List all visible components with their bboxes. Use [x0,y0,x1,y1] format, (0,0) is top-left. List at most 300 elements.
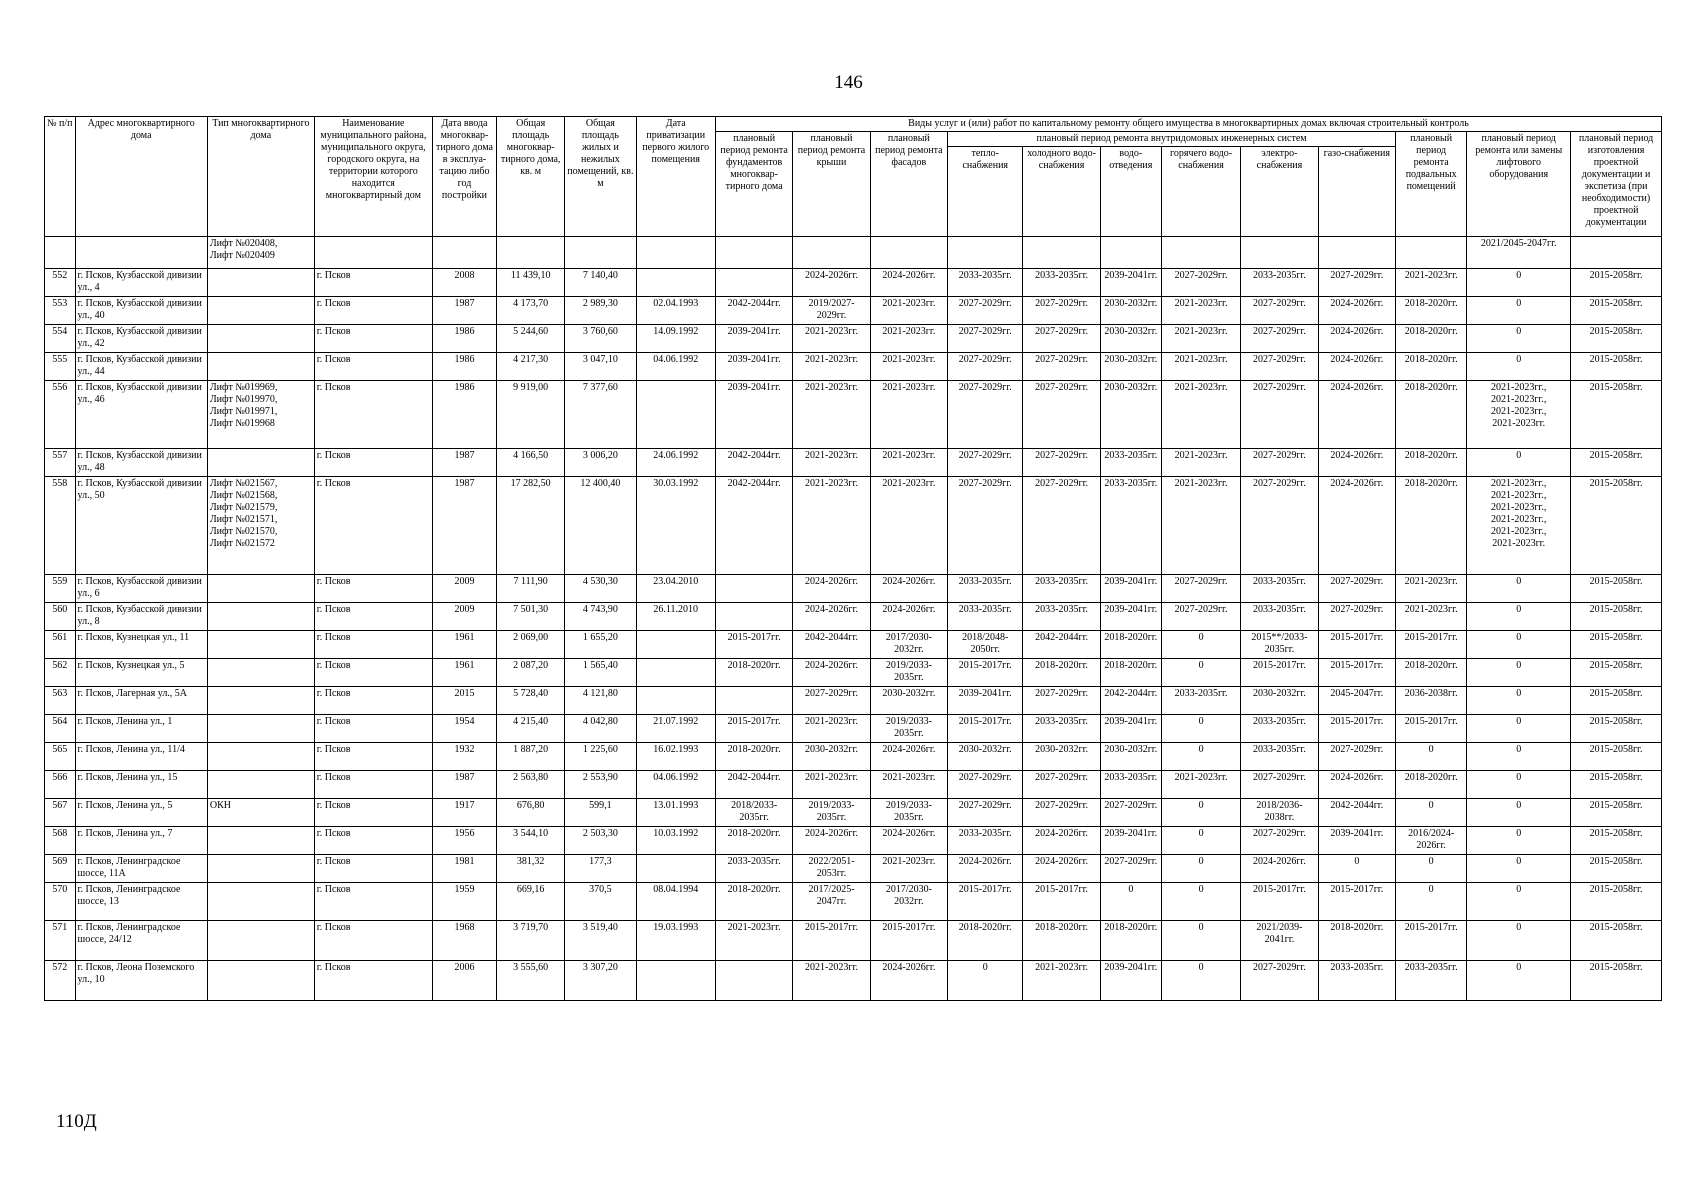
cell-heat: 2027-2029гг. [948,799,1023,827]
cell-design: 2015-2058гг. [1571,715,1662,743]
cell-basement: 2021-2023гг. [1396,269,1467,297]
cell-elevator: 0 [1467,353,1571,381]
cell-total: 17 282,50 [497,477,565,575]
cell-heat: 2039-2041гг. [948,687,1023,715]
cell-found: 2021-2023гг. [715,921,792,961]
cell-num: 557 [45,449,76,477]
cell-living: 3 006,20 [565,449,636,477]
cell-elec: 2015**/2033-2035гг. [1241,631,1318,659]
cell-heat: 2018/2048-2050гг. [948,631,1023,659]
header-total-area: Общая площадь многоквар-тирного дома, кв. м [497,117,565,237]
header-num: № п/п [45,117,76,237]
cell-total: 676,80 [497,799,565,827]
table-row [45,961,1662,1001]
cell-year: 2009 [432,603,496,631]
cell-heat [948,237,1023,269]
cell-sewage: 2027-2029гг. [1100,799,1161,827]
cell-priv: 24.06.1992 [636,449,715,477]
cell-living: 370,5 [565,883,636,921]
cell-gas [1318,237,1395,269]
cell-elevator: 0 [1467,743,1571,771]
cell-mun: г. Псков [314,771,432,799]
table-row [45,269,1662,297]
cell-hot: 0 [1161,631,1240,659]
cell-facade: 2024-2026гг. [870,603,947,631]
cell-facade: 2021-2023гг. [870,353,947,381]
cell-living: 4 743,90 [565,603,636,631]
cell-elec [1241,237,1318,269]
cell-elevator: 0 [1467,659,1571,687]
cell-total: 7 111,90 [497,575,565,603]
cell-address: г. Псков, Кузбасской дивизии ул., 4 [75,269,207,297]
cell-num: 570 [45,883,76,921]
cell-facade: 2021-2023гг. [870,381,947,449]
cell-num: 569 [45,855,76,883]
cell-gas: 2015-2017гг. [1318,631,1395,659]
cell-sewage: 2033-2035гг. [1100,449,1161,477]
cell-year: 1959 [432,883,496,921]
cell-roof: 2021-2023гг. [793,961,870,1001]
cell-facade: 2017/2030-2032гг. [870,631,947,659]
cell-roof: 2021-2023гг. [793,353,870,381]
cell-basement: 2033-2035гг. [1396,961,1467,1001]
cell-heat: 2015-2017гг. [948,659,1023,687]
cell-cold: 2027-2029гг. [1023,381,1100,449]
cell-mun: г. Псков [314,687,432,715]
cell-facade: 2024-2026гг. [870,961,947,1001]
cell-found [715,575,792,603]
cell-num: 555 [45,353,76,381]
cell-basement [1396,237,1467,269]
cell-design: 2015-2058гг. [1571,325,1662,353]
cell-found [715,687,792,715]
cell-living: 2 553,90 [565,771,636,799]
cell-roof [793,237,870,269]
header-electric: электро-снабжения [1241,147,1318,237]
header-type: Тип многоквартирного дома [207,117,314,237]
cell-mun: г. Псков [314,477,432,575]
cell-type [207,855,314,883]
cell-roof: 2021-2023гг. [793,449,870,477]
cell-elevator: 0 [1467,449,1571,477]
cell-num: 568 [45,827,76,855]
cell-heat: 2030-2032гг. [948,743,1023,771]
cell-design: 2015-2058гг. [1571,799,1662,827]
cell-basement: 2018-2020гг. [1396,659,1467,687]
cell-elec: 2015-2017гг. [1241,659,1318,687]
cell-mun: г. Псков [314,297,432,325]
cell-year: 2008 [432,269,496,297]
cell-hot: 2021-2023гг. [1161,381,1240,449]
table-row [45,381,1662,449]
cell-roof: 2021-2023гг. [793,381,870,449]
cell-mun: г. Псков [314,603,432,631]
cell-facade: 2021-2023гг. [870,449,947,477]
table-row [45,715,1662,743]
cell-type [207,603,314,631]
cell-found: 2042-2044гг. [715,449,792,477]
table-row [45,659,1662,687]
cell-living: 7 140,40 [565,269,636,297]
cell-found [715,269,792,297]
cell-gas: 2027-2029гг. [1318,269,1395,297]
cell-living: 3 519,40 [565,921,636,961]
cell-roof: 2027-2029гг. [793,687,870,715]
cell-address: г. Псков, Ленина ул., 15 [75,771,207,799]
cell-heat: 2018-2020гг. [948,921,1023,961]
cell-type [207,883,314,921]
cell-address: г. Псков, Кузбасской дивизии ул., 40 [75,297,207,325]
cell-mun: г. Псков [314,921,432,961]
cell-priv: 14.09.1992 [636,325,715,353]
cell-basement: 2018-2020гг. [1396,449,1467,477]
cell-year: 1981 [432,855,496,883]
cell-cold: 2030-2032гг. [1023,743,1100,771]
cell-total: 4 217,30 [497,353,565,381]
cell-mun: г. Псков [314,325,432,353]
cell-sewage: 2030-2032гг. [1100,353,1161,381]
cell-facade: 2019/2033-2035гг. [870,799,947,827]
cell-total: 4 215,40 [497,715,565,743]
cell-sewage: 2030-2032гг. [1100,381,1161,449]
cell-found: 2015-2017гг. [715,715,792,743]
cell-mun [314,237,432,269]
cell-roof: 2024-2026гг. [793,827,870,855]
cell-living: 12 400,40 [565,477,636,575]
header-design-docs: плановый период изготовления проектной документации и экспетиза (при необходимости) проектной документации [1571,132,1662,237]
cell-elec: 2024-2026гг. [1241,855,1318,883]
cell-sewage: 2039-2041гг. [1100,603,1161,631]
cell-num: 559 [45,575,76,603]
cell-roof: 2019/2033-2035гг. [793,799,870,827]
cell-design: 2015-2058гг. [1571,921,1662,961]
cell-design: 2015-2058гг. [1571,603,1662,631]
cell-roof: 2015-2017гг. [793,921,870,961]
cell-elec: 2027-2029гг. [1241,449,1318,477]
cell-address: г. Псков, Ленинградское шоссе, 13 [75,883,207,921]
cell-roof: 2017/2025-2047гг. [793,883,870,921]
cell-num: 553 [45,297,76,325]
table-row [45,827,1662,855]
cell-gas: 2024-2026гг. [1318,771,1395,799]
cell-sewage: 2018-2020гг. [1100,659,1161,687]
cell-num: 561 [45,631,76,659]
cell-num: 560 [45,603,76,631]
cell-elec: 2027-2029гг. [1241,297,1318,325]
table-row [45,771,1662,799]
cell-priv: 21.07.1992 [636,715,715,743]
cell-facade: 2019/2033-2035гг. [870,715,947,743]
cell-mun: г. Псков [314,743,432,771]
cell-gas: 2024-2026гг. [1318,297,1395,325]
cell-basement: 2021-2023гг. [1396,575,1467,603]
cell-hot: 0 [1161,715,1240,743]
cell-basement: 2036-2038гг. [1396,687,1467,715]
cell-hot: 0 [1161,855,1240,883]
table-row [45,603,1662,631]
cell-total: 11 439,10 [497,269,565,297]
cell-cold: 2027-2029гг. [1023,297,1100,325]
table-body [45,237,1662,1001]
header-living-area: Общая площадь жилых и нежилых помещений, кв. м [565,117,636,237]
cell-elevator: 2021-2023гг., 2021-2023гг., 2021-2023гг., 2021-2023гг., 2021-2023гг., 2021-2023гг. [1467,477,1571,575]
cell-found: 2018-2020гг. [715,659,792,687]
cell-roof: 2021-2023гг. [793,477,870,575]
cell-mun: г. Псков [314,855,432,883]
header-cold-water: холодного водо-снабжения [1023,147,1100,237]
cell-year: 1986 [432,325,496,353]
cell-found: 2015-2017гг. [715,631,792,659]
cell-design: 2015-2058гг. [1571,659,1662,687]
cell-living: 3 307,20 [565,961,636,1001]
table-row [45,743,1662,771]
table-row [45,921,1662,961]
cell-elec: 2027-2029гг. [1241,827,1318,855]
cell-elec: 2027-2029гг. [1241,477,1318,575]
cell-design: 2015-2058гг. [1571,855,1662,883]
cell-heat: 2027-2029гг. [948,381,1023,449]
cell-cold: 2027-2029гг. [1023,687,1100,715]
cell-hot: 2021-2023гг. [1161,325,1240,353]
cell-design: 2015-2058гг. [1571,827,1662,855]
cell-found [715,237,792,269]
cell-elevator: 0 [1467,297,1571,325]
cell-total: 669,16 [497,883,565,921]
cell-heat: 2024-2026гг. [948,855,1023,883]
cell-elevator: 0 [1467,715,1571,743]
header-heat: тепло-снабжения [948,147,1023,237]
cell-num: 558 [45,477,76,575]
cell-hot [1161,237,1240,269]
cell-heat: 2033-2035гг. [948,269,1023,297]
cell-elevator: 2021/2045-2047гг. [1467,237,1571,269]
cell-mun: г. Псков [314,659,432,687]
cell-address: г. Псков, Ленина ул., 1 [75,715,207,743]
header-hot-water: горячего водо-снабжения [1161,147,1240,237]
cell-elec: 2030-2032гг. [1241,687,1318,715]
cell-type: Лифт №020408, Лифт №020409 [207,237,314,269]
cell-hot: 0 [1161,961,1240,1001]
cell-sewage: 2018-2020гг. [1100,631,1161,659]
cell-gas: 2015-2017гг. [1318,883,1395,921]
cell-address: г. Псков, Лагерная ул., 5А [75,687,207,715]
cell-heat: 2027-2029гг. [948,477,1023,575]
cell-address: г. Псков, Кузнецкая ул., 11 [75,631,207,659]
cell-sewage: 2030-2032гг. [1100,297,1161,325]
cell-found: 2039-2041гг. [715,353,792,381]
cell-address: г. Псков, Ленина ул., 5 [75,799,207,827]
cell-elevator: 0 [1467,325,1571,353]
cell-elec: 2027-2029гг. [1241,353,1318,381]
cell-hot: 2021-2023гг. [1161,771,1240,799]
cell-elevator: 0 [1467,799,1571,827]
cell-facade: 2017/2030-2032гг. [870,883,947,921]
cell-mun: г. Псков [314,381,432,449]
cell-priv: 02.04.1993 [636,297,715,325]
cell-basement: 2018-2020гг. [1396,771,1467,799]
cell-living: 1 655,20 [565,631,636,659]
cell-year: 2015 [432,687,496,715]
cell-year: 1961 [432,659,496,687]
cell-gas: 2027-2029гг. [1318,575,1395,603]
cell-design: 2015-2058гг. [1571,449,1662,477]
cell-elevator: 2021-2023гг., 2021-2023гг., 2021-2023гг., 2021-2023гг. [1467,381,1571,449]
cell-design: 2015-2058гг. [1571,771,1662,799]
cell-living: 1 565,40 [565,659,636,687]
cell-total: 3 555,60 [497,961,565,1001]
cell-year: 1961 [432,631,496,659]
cell-basement: 2015-2017гг. [1396,631,1467,659]
cell-address: г. Псков, Кузбасской дивизии ул., 46 [75,381,207,449]
cell-cold: 2027-2029гг. [1023,449,1100,477]
cell-living: 2 989,30 [565,297,636,325]
cell-num: 572 [45,961,76,1001]
table-row [45,353,1662,381]
cell-total: 2 087,20 [497,659,565,687]
cell-heat: 2027-2029гг. [948,325,1023,353]
table-row [45,855,1662,883]
cell-priv: 10.03.1992 [636,827,715,855]
cell-address: г. Псков, Кузбасской дивизии ул., 6 [75,575,207,603]
cell-sewage: 2039-2041гг. [1100,827,1161,855]
cell-gas: 2042-2044гг. [1318,799,1395,827]
cell-mun: г. Псков [314,631,432,659]
cell-design: 2015-2058гг. [1571,883,1662,921]
cell-elevator: 0 [1467,921,1571,961]
cell-hot: 2021-2023гг. [1161,449,1240,477]
cell-total [497,237,565,269]
table-row [45,575,1662,603]
cell-sewage: 2033-2035гг. [1100,771,1161,799]
cell-priv: 26.11.2010 [636,603,715,631]
cell-sewage: 2042-2044гг. [1100,687,1161,715]
cell-facade: 2024-2026гг. [870,575,947,603]
cell-total: 3 544,10 [497,827,565,855]
header-privatization-date: Дата приватизации первого жилого помещения [636,117,715,237]
cell-address: г. Псков, Кузбасской дивизии ул., 48 [75,449,207,477]
cell-address: г. Псков, Кузбасской дивизии ул., 42 [75,325,207,353]
cell-num: 564 [45,715,76,743]
cell-basement: 2021-2023гг. [1396,603,1467,631]
cell-found [715,603,792,631]
cell-sewage: 2033-2035гг. [1100,477,1161,575]
cell-design: 2015-2058гг. [1571,961,1662,1001]
cell-gas: 2027-2029гг. [1318,603,1395,631]
cell-facade: 2030-2032гг. [870,687,947,715]
cell-mun: г. Псков [314,961,432,1001]
table-row [45,883,1662,921]
cell-found: 2018-2020гг. [715,883,792,921]
cell-gas: 2024-2026гг. [1318,325,1395,353]
cell-sewage: 2030-2032гг. [1100,325,1161,353]
cell-year: 2006 [432,961,496,1001]
cell-hot: 0 [1161,883,1240,921]
cell-living: 2 503,30 [565,827,636,855]
cell-sewage: 2039-2041гг. [1100,961,1161,1001]
cell-cold: 2024-2026гг. [1023,855,1100,883]
cell-facade: 2019/2033-2035гг. [870,659,947,687]
cell-elevator: 0 [1467,771,1571,799]
cell-type [207,743,314,771]
cell-cold: 2027-2029гг. [1023,799,1100,827]
cell-roof: 2022/2051-2053гг. [793,855,870,883]
cell-type [207,961,314,1001]
cell-num: 562 [45,659,76,687]
cell-type [207,449,314,477]
cell-basement: 0 [1396,855,1467,883]
cell-priv [636,237,715,269]
cell-elec: 2027-2029гг. [1241,961,1318,1001]
cell-found: 2042-2044гг. [715,477,792,575]
header-commission-date: Дата ввода многоквар-тирного дома в эксплуа-тацию либо год постройки [432,117,496,237]
cell-living: 4 121,80 [565,687,636,715]
cell-num: 565 [45,743,76,771]
cell-facade: 2021-2023гг. [870,297,947,325]
cell-priv [636,659,715,687]
cell-elevator: 0 [1467,827,1571,855]
cell-priv: 08.04.1994 [636,883,715,921]
cell-type [207,771,314,799]
cell-priv: 23.04.2010 [636,575,715,603]
cell-sewage: 2030-2032гг. [1100,743,1161,771]
cell-type [207,269,314,297]
cell-elec: 2021/2039-2041гг. [1241,921,1318,961]
cell-roof: 2024-2026гг. [793,603,870,631]
cell-roof: 2030-2032гг. [793,743,870,771]
cell-found: 2039-2041гг. [715,381,792,449]
cell-living: 3 760,60 [565,325,636,353]
cell-basement: 2016/2024-2026гг. [1396,827,1467,855]
cell-type [207,659,314,687]
cell-total: 4 166,50 [497,449,565,477]
cell-total: 2 069,00 [497,631,565,659]
cell-elevator: 0 [1467,855,1571,883]
cell-year: 1956 [432,827,496,855]
cell-design: 2015-2058гг. [1571,631,1662,659]
cell-gas: 2045-2047гг. [1318,687,1395,715]
header-roof: плановый период ремонта крыши [793,132,870,237]
cell-design: 2015-2058гг. [1571,353,1662,381]
cell-elec: 2027-2029гг. [1241,381,1318,449]
cell-elec: 2033-2035гг. [1241,715,1318,743]
cell-type [207,353,314,381]
cell-total: 5 244,60 [497,325,565,353]
header-works-group: Виды услуг и (или) работ по капитальному ремонту общего имущества в многоквартирных домах включая строительный контроль [715,117,1661,132]
cell-heat: 2015-2017гг. [948,883,1023,921]
cell-cold: 2033-2035гг. [1023,575,1100,603]
page-number: 146 [834,72,863,93]
cell-found: 2042-2044гг. [715,297,792,325]
cell-elevator: 0 [1467,603,1571,631]
cell-mun: г. Псков [314,799,432,827]
cell-num: 563 [45,687,76,715]
table-row [45,297,1662,325]
cell-elevator: 0 [1467,687,1571,715]
cell-num: 567 [45,799,76,827]
table-row [45,449,1662,477]
cell-mun: г. Псков [314,353,432,381]
cell-elec: 2033-2035гг. [1241,743,1318,771]
cell-address: г. Псков, Ленинградское шоссе, 24/12 [75,921,207,961]
cell-gas: 2024-2026гг. [1318,449,1395,477]
cell-type [207,827,314,855]
cell-num: 571 [45,921,76,961]
cell-num: 552 [45,269,76,297]
cell-mun: г. Псков [314,575,432,603]
cell-year: 1932 [432,743,496,771]
cell-found: 2039-2041гг. [715,325,792,353]
cell-mun: г. Псков [314,449,432,477]
